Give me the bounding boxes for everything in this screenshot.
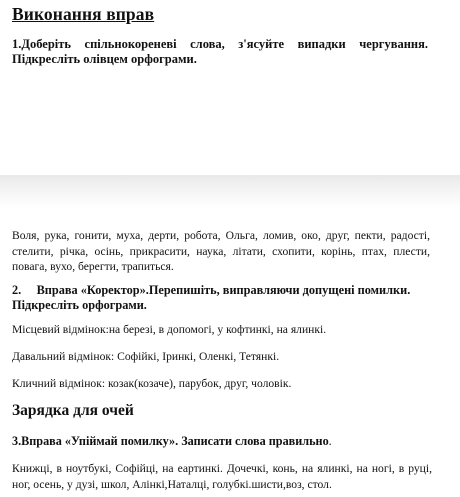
section-heading-eye-exercise: Зарядка для очей <box>12 402 134 419</box>
case-line-locative <box>12 323 326 336</box>
worksheet-top <box>0 0 460 175</box>
task-3-instruction <box>12 434 332 449</box>
task-3-text: 3.Вправа «Упіймай помилку». Записати слова правильно <box>12 434 329 448</box>
task-1-instruction: 1.Доберіть спільнокореневі слова, з'ясуйте випадки чергування. Підкресліть олівцем орфограми. <box>12 37 428 66</box>
task-2-instruction <box>12 283 428 312</box>
task-3-period: . <box>328 434 332 448</box>
case-words: на березі, в допомогі, у кофтинкі, на ялинкі. <box>108 323 327 336</box>
page-title: Виконання вправ <box>12 4 155 24</box>
task-1-word-list: Воля, рука, гонити, муха, дерти, робота, Ольга, ломив, око, друг, пекти, радості, стелити, річка, осінь, прикрасити, наука, літати, схопити, корінь, птах, плести, повага, вухо, берегти, трапиться. <box>12 229 430 273</box>
case-words: Софійкі, Іринкі, Оленкі, Тетянкі. <box>114 350 280 363</box>
case-words: козак(козаче), парубок, друг, чоловік. <box>105 377 292 390</box>
page-gap <box>0 175 460 208</box>
task-2-number: 2. <box>12 283 22 297</box>
task-2-text: Вправа «Коректор».Перепишіть, виправляючи допущені помилки. Підкресліть орфограми. <box>12 283 411 312</box>
case-label: Місцевий відмінок: <box>12 323 109 336</box>
case-label: Давальний відмінок: <box>12 350 115 363</box>
case-label: Кличний відмінок: <box>12 377 106 390</box>
case-line-dative <box>12 350 279 363</box>
case-line-vocative <box>12 377 291 390</box>
task-3-word-list: Книжці, в ноутбукі, Софійці, на еартинкі. Дочечкі, конь, на ялинкі, на ногі, в руці, ног, осень, у дузі, школ, Алінкі,Наталці, голубкі.шисти,воз, стол. <box>12 462 432 491</box>
